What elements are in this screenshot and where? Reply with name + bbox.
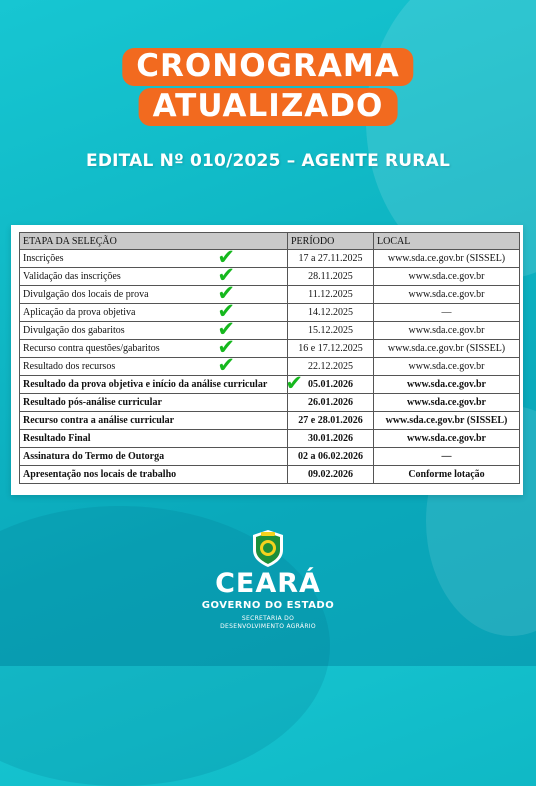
column-header-etapa: ETAPA DA SELEÇÃO: [20, 233, 288, 250]
cell-periodo: 26.01.2026: [288, 394, 374, 412]
table-row: [20, 394, 520, 412]
etapa-text: Apresentação nos locais de trabalho: [23, 469, 177, 480]
cell-local: www.sda.ce.gov.br: [374, 358, 520, 376]
table-row: [20, 268, 520, 286]
cell-local: www.sda.ce.gov.br (SISSEL): [374, 412, 520, 430]
cell-etapa: [20, 299, 288, 323]
cell-periodo: 14.12.2025: [288, 304, 374, 322]
table-row: [20, 340, 520, 358]
cell-periodo: 28.11.2025: [288, 268, 374, 286]
column-header-local: LOCAL: [374, 233, 520, 250]
schedule-table: [19, 232, 520, 484]
cell-local: www.sda.ce.gov.br: [374, 394, 520, 412]
title-line-1: CRONOGRAMA: [122, 48, 413, 86]
cell-local: Conforme lotação: [374, 466, 520, 484]
cell-etapa: [20, 466, 288, 484]
cell-local: —: [374, 304, 520, 322]
cell-periodo: 27 e 28.01.2026: [288, 412, 374, 430]
etapa-text: Aplicação da prova objetiva: [23, 307, 136, 318]
table-row: [20, 322, 520, 340]
check-icon: ✔: [217, 281, 235, 305]
check-icon: ✔: [217, 353, 235, 377]
schedule-document: [11, 225, 523, 495]
table-row: [20, 250, 520, 268]
cell-periodo: 30.01.2026: [288, 430, 374, 448]
cell-etapa: [20, 317, 288, 341]
etapa-text: Resultado da prova objetiva e início da análise curricular: [23, 379, 268, 390]
etapa-text: Recurso contra questões/gabaritos: [23, 343, 160, 354]
cell-etapa: [20, 371, 303, 395]
subtitle: EDITAL Nº 010/2025 – AGENTE RURAL: [86, 151, 450, 171]
table-row: [20, 376, 520, 394]
check-icon: ✔: [217, 263, 235, 287]
etapa-text: Divulgação dos gabaritos: [23, 325, 125, 336]
ceara-coat-of-arms-icon: [249, 528, 287, 568]
check-icon: ✔: [217, 317, 235, 341]
etapa-text: Validação das inscrições: [23, 271, 121, 282]
cell-local: www.sda.ce.gov.br (SISSEL): [374, 340, 520, 358]
cell-periodo: 16 e 17.12.2025: [288, 340, 374, 358]
table-row: [20, 430, 520, 448]
table-row: [20, 448, 520, 466]
cell-etapa: [20, 353, 288, 377]
cell-local: www.sda.ce.gov.br: [374, 286, 520, 304]
table-row: [20, 466, 520, 484]
brand-subtitle: GOVERNO DO ESTADO: [201, 600, 335, 611]
etapa-text: Inscrições: [23, 253, 64, 264]
cell-periodo: 09.02.2026: [288, 466, 374, 484]
cell-periodo: 15.12.2025: [288, 322, 374, 340]
cell-periodo: 11.12.2025: [288, 286, 374, 304]
cell-local: www.sda.ce.gov.br: [374, 268, 520, 286]
secretariat-line-1: SECRETARIA DO: [241, 615, 295, 622]
etapa-text: Recurso contra a análise curricular: [23, 415, 175, 426]
cell-local: —: [374, 448, 520, 466]
title-line-2: ATUALIZADO: [139, 88, 398, 126]
table-body: [20, 245, 520, 484]
cell-etapa: [20, 281, 288, 305]
cell-local: www.sda.ce.gov.br: [374, 430, 520, 448]
cell-etapa: [20, 430, 288, 448]
brand-name: CEARÁ: [215, 568, 321, 599]
footer-logo: [0, 528, 536, 631]
etapa-text: Resultado pós-análise curricular: [23, 397, 162, 408]
table-row: [20, 358, 520, 376]
secretariat-line-2: DESENVOLVIMENTO AGRÁRIO: [220, 623, 316, 630]
check-icon: ✔: [217, 299, 235, 323]
etapa-text: Assinatura do Termo de Outorga: [23, 451, 165, 462]
table-row: [20, 304, 520, 322]
cell-local: www.sda.ce.gov.br (SISSEL): [374, 250, 520, 268]
check-icon: ✔: [285, 371, 303, 395]
table-row: [20, 412, 520, 430]
cell-etapa: [20, 245, 288, 269]
cell-periodo: 22.12.2025: [288, 358, 374, 376]
table-header-row: [20, 233, 520, 250]
cell-etapa: [20, 263, 288, 287]
table-row: [20, 286, 520, 304]
etapa-text: Resultado dos recursos: [23, 361, 116, 372]
cell-etapa: [20, 335, 288, 359]
cell-periodo: 02 a 06.02.2026: [288, 448, 374, 466]
cell-etapa: [20, 412, 288, 430]
check-icon: ✔: [217, 245, 235, 269]
column-header-periodo: PERÍODO: [288, 233, 374, 250]
cell-etapa: [20, 448, 288, 466]
cell-periodo: 05.01.2026: [288, 376, 374, 394]
cell-local: www.sda.ce.gov.br: [374, 322, 520, 340]
check-icon: ✔: [217, 335, 235, 359]
cell-local: www.sda.ce.gov.br: [374, 376, 520, 394]
cell-etapa: [20, 394, 288, 412]
etapa-text: Divulgação dos locais de prova: [23, 289, 149, 300]
etapa-text: Resultado Final: [23, 433, 91, 444]
cell-periodo: 17 a 27.11.2025: [288, 250, 374, 268]
